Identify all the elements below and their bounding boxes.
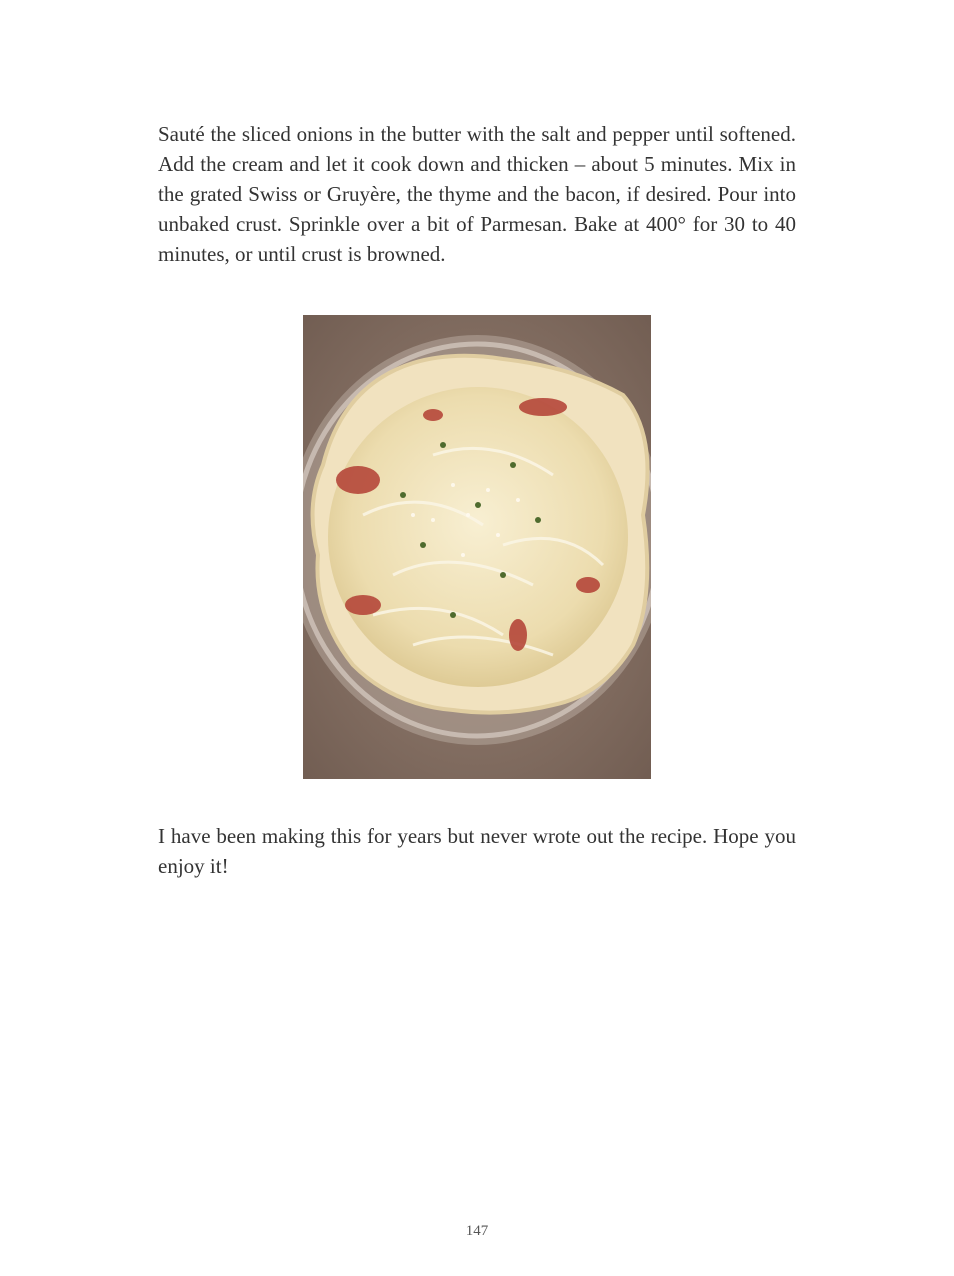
closing-paragraph: I have been making this for years but never wrote out the recipe. Hope you enjoy it! bbox=[158, 824, 796, 878]
page-number: 147 bbox=[465, 1223, 489, 1239]
onion-tart-photo bbox=[303, 315, 651, 779]
instructions-paragraph: Sauté the sliced onions in the butter with the salt and pepper until softened. Add the cream and let it cook down and thicken – about 5 minutes. Mix in the grated Swiss or Gruyère, the thyme and the bacon, if desired. Pour into unbaked crust. Sprinkle over a bit of Parmesan. Bake at 400° for 30 to 40 minutes, or until crust is browned. bbox=[158, 122, 796, 266]
onion-tart-illustration bbox=[303, 315, 651, 779]
